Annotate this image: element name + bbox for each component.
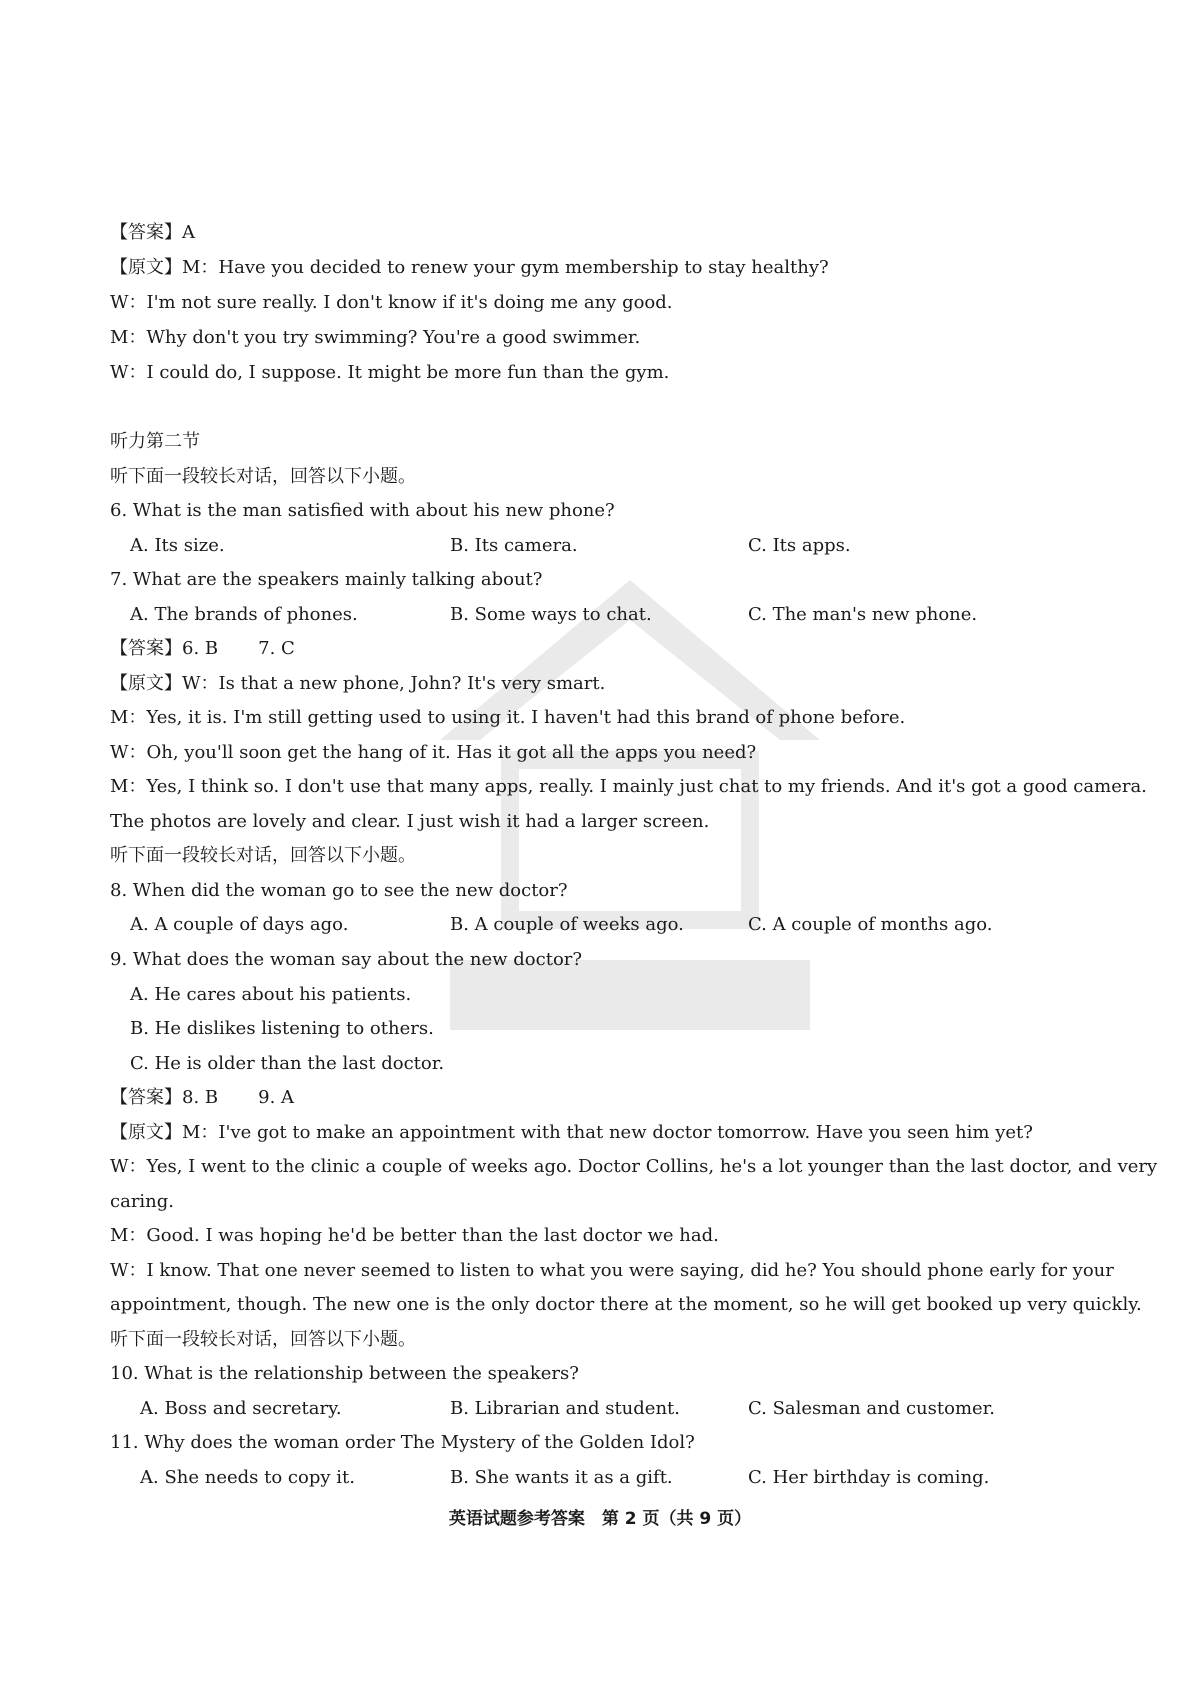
answer-q6: 【答案】6. B xyxy=(110,638,219,659)
question-8: 8. When did the woman go to see the new doctor? xyxy=(110,880,568,901)
q8-option-c: C. A couple of months ago. xyxy=(748,914,993,935)
q9-option-b: B. He dislikes listening to others. xyxy=(130,1018,434,1039)
q10-option-a: A. Boss and secretary. xyxy=(140,1398,342,1419)
answer-q8: 【答案】8. B xyxy=(110,1087,219,1108)
transcript-line: The photos are lovely and clear. I just wish it had a larger screen. xyxy=(110,811,710,832)
q6-option-a: A. Its size. xyxy=(130,535,225,556)
q7-option-b: B. Some ways to chat. xyxy=(450,604,652,625)
answer-label-q6-7 xyxy=(110,637,295,661)
q7-option-a: A. The brands of phones. xyxy=(130,604,358,625)
answer-label-q8-9 xyxy=(110,1086,294,1110)
transcript-line: 【原文】M：Have you decided to renew your gym membership to stay healthy? xyxy=(110,257,829,278)
q8-option-a: A. A couple of days ago. xyxy=(130,914,349,935)
answer-label-q5: 【答案】A xyxy=(110,222,195,243)
instruction: 听下面一段较长对话，回答以下小题。 xyxy=(110,466,416,487)
question-7: 7. What are the speakers mainly talking about? xyxy=(110,569,543,590)
transcript-line: M：Yes, it is. I'm still getting used to using it. I haven't had this brand of phone before. xyxy=(110,707,906,728)
q7-option-c: C. The man's new phone. xyxy=(748,604,978,625)
q6-option-b: B. Its camera. xyxy=(450,535,578,556)
q10-option-c: C. Salesman and customer. xyxy=(748,1398,996,1419)
transcript-line: W：Oh, you'll soon get the hang of it. Has it got all the apps you need? xyxy=(110,742,757,763)
transcript-line: caring. xyxy=(110,1191,175,1212)
instruction: 听下面一段较长对话，回答以下小题。 xyxy=(110,1329,416,1350)
q11-option-c: C. Her birthday is coming. xyxy=(748,1467,990,1488)
instruction: 听下面一段较长对话，回答以下小题。 xyxy=(110,845,416,866)
transcript-line: 【原文】M：I've got to make an appointment with that new doctor tomorrow. Have you seen him yet? xyxy=(110,1122,1033,1143)
transcript-line: W：I could do, I suppose. It might be more fun than the gym. xyxy=(110,362,670,383)
transcript-line: W：I'm not sure really. I don't know if it's doing me any good. xyxy=(110,292,673,313)
q10-option-b: B. Librarian and student. xyxy=(450,1398,681,1419)
section-title: 听力第二节 xyxy=(110,431,200,452)
question-9: 9. What does the woman say about the new doctor? xyxy=(110,949,583,970)
transcript-line: M：Good. I was hoping he'd be better than the last doctor we had. xyxy=(110,1225,719,1246)
q6-option-c: C. Its apps. xyxy=(748,535,851,556)
q8-option-b: B. A couple of weeks ago. xyxy=(450,914,684,935)
transcript-line: appointment, though. The new one is the only doctor there at the moment, so he will get booked up very quickly. xyxy=(110,1294,1142,1315)
q9-option-a: A. He cares about his patients. xyxy=(130,984,412,1005)
transcript-line: W：I know. That one never seemed to listen to what you were saying, did he? You should phone early for your xyxy=(110,1260,1114,1281)
page-footer: 英语试题参考答案 第 2 页（共 9 页） xyxy=(448,1509,752,1529)
answer-q7: 7. C xyxy=(258,638,295,659)
question-10: 10. What is the relationship between the speakers? xyxy=(110,1363,579,1384)
q11-option-b: B. She wants it as a gift. xyxy=(450,1467,673,1488)
answer-q9: 9. A xyxy=(258,1087,295,1108)
transcript-line: M：Yes, I think so. I don't use that many apps, really. I mainly just chat to my friends. And it's got a good camera. xyxy=(110,776,1147,797)
question-6: 6. What is the man satisfied with about his new phone? xyxy=(110,500,615,521)
transcript-line: 【原文】W：Is that a new phone, John? It's very smart. xyxy=(110,673,606,694)
q9-option-c: C. He is older than the last doctor. xyxy=(130,1053,445,1074)
transcript-line: M：Why don't you try swimming? You're a good swimmer. xyxy=(110,327,641,348)
transcript-line: W：Yes, I went to the clinic a couple of weeks ago. Doctor Collins, he's a lot younger than the last doctor, and very xyxy=(110,1156,1158,1177)
question-11: 11. Why does the woman order The Mystery of the Golden Idol? xyxy=(110,1432,695,1453)
q11-option-a: A. She needs to copy it. xyxy=(140,1467,355,1488)
